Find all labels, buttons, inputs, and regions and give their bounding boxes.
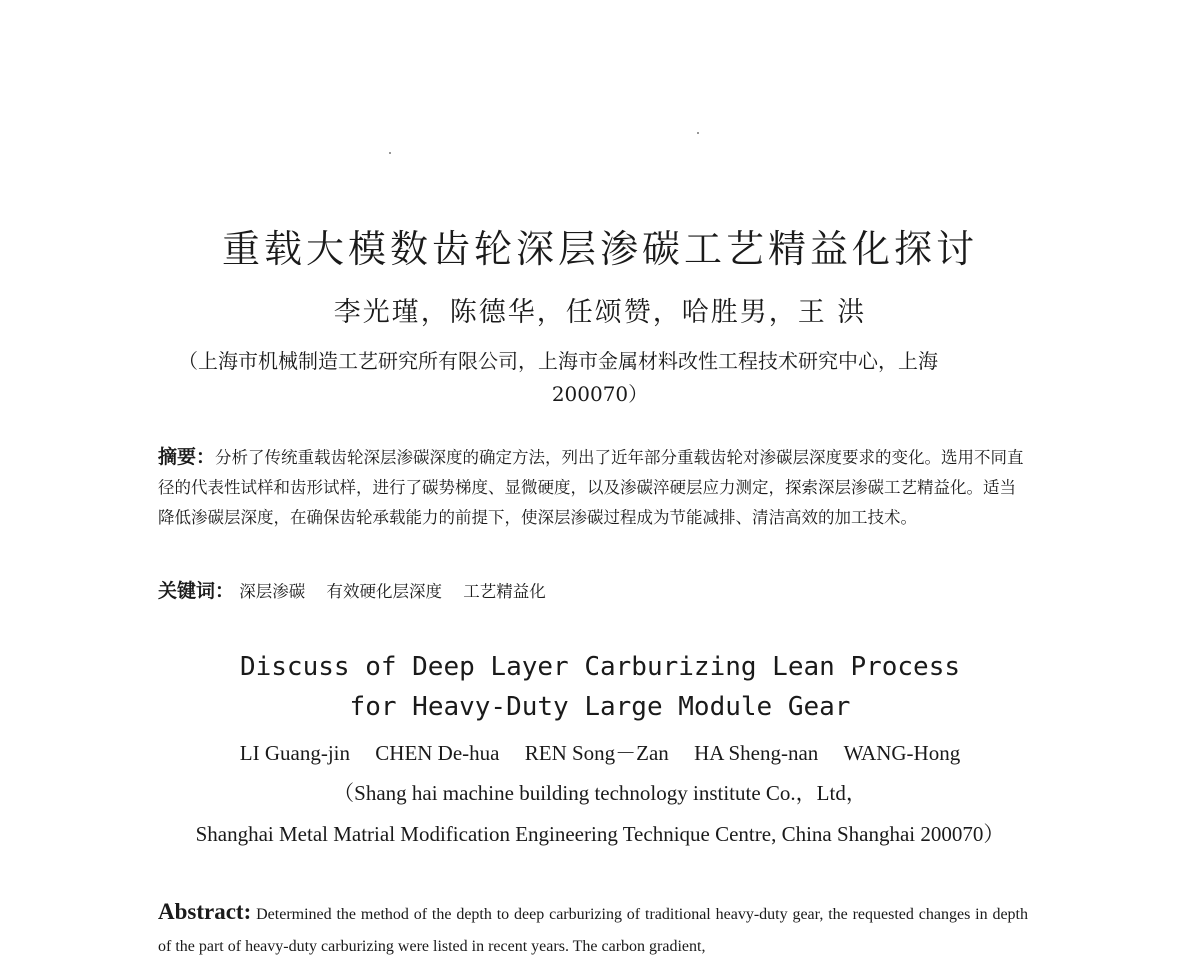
chinese-abstract (158, 442, 1028, 533)
keyword: 深层渗碳 (239, 582, 306, 601)
english-title-line2: for Heavy-Duty Large Module Gear (349, 692, 851, 722)
chinese-keywords (158, 576, 562, 603)
chinese-affiliation: （上海市机械制造工艺研究所有限公司，上海市金属材料改性工程技术研究中心，上海 (178, 349, 938, 373)
chinese-title: 重载大模数齿轮深层渗碳工艺精益化探讨 (221, 227, 978, 271)
english-abstract-text: Determined the method of the depth to deep carburizing of traditional heavy-duty gear, the requested changes in depth of the part of heavy-duty carburizing were listed in recent years. The carbon gradient, (158, 906, 1029, 955)
chinese-abstract-label: 摘要： (158, 446, 216, 468)
keyword: 有效硬化层深度 (326, 582, 443, 601)
english-affiliation-line2: Shanghai Metal Matrial Modification Engineering Technique Centre, China Shanghai 200070） (195, 822, 1005, 846)
english-title-line1: Discuss of Deep Layer Carburizing Lean Process (239, 652, 961, 682)
chinese-keywords-label: 关键词： (158, 580, 235, 602)
chinese-affiliation-postcode: 200070） (551, 382, 649, 406)
author-name: CHEN De-hua (375, 741, 500, 765)
scan-speck (389, 152, 391, 154)
author-name: HA Sheng-nan (694, 741, 819, 765)
chinese-authors: 李光瑾，陈德华，任颂赞，哈胜男，王 洪 (333, 297, 867, 328)
author-name: LI Guang-jin (239, 741, 351, 765)
keyword: 工艺精益化 (463, 582, 546, 601)
english-authors (0, 737, 1200, 767)
author-name: WANG-Hong (843, 741, 961, 765)
english-abstract-label: Abstract: (158, 899, 252, 924)
english-abstract (158, 896, 1028, 963)
scan-speck (697, 132, 699, 134)
chinese-abstract-text: 分析了传统重载齿轮深层渗碳深度的确定方法，列出了近年部分重载齿轮对渗碳层深度要求的变化。选用不同直径的代表性试样和齿形试样，进行了碳势梯度、显微硬度，以及渗碳淬硬层应力测定，探索深层渗碳工艺精益化。适当降低渗碳层深度，在确保齿轮承载能力的前提下，使深层渗碳过程成为节能减排、清洁高效的加工技术。 (158, 448, 1024, 527)
author-name: REN Song－Zan (524, 741, 669, 765)
english-affiliation-line1: （Shang hai machine building technology institute Co.，Ltd， (333, 781, 867, 805)
